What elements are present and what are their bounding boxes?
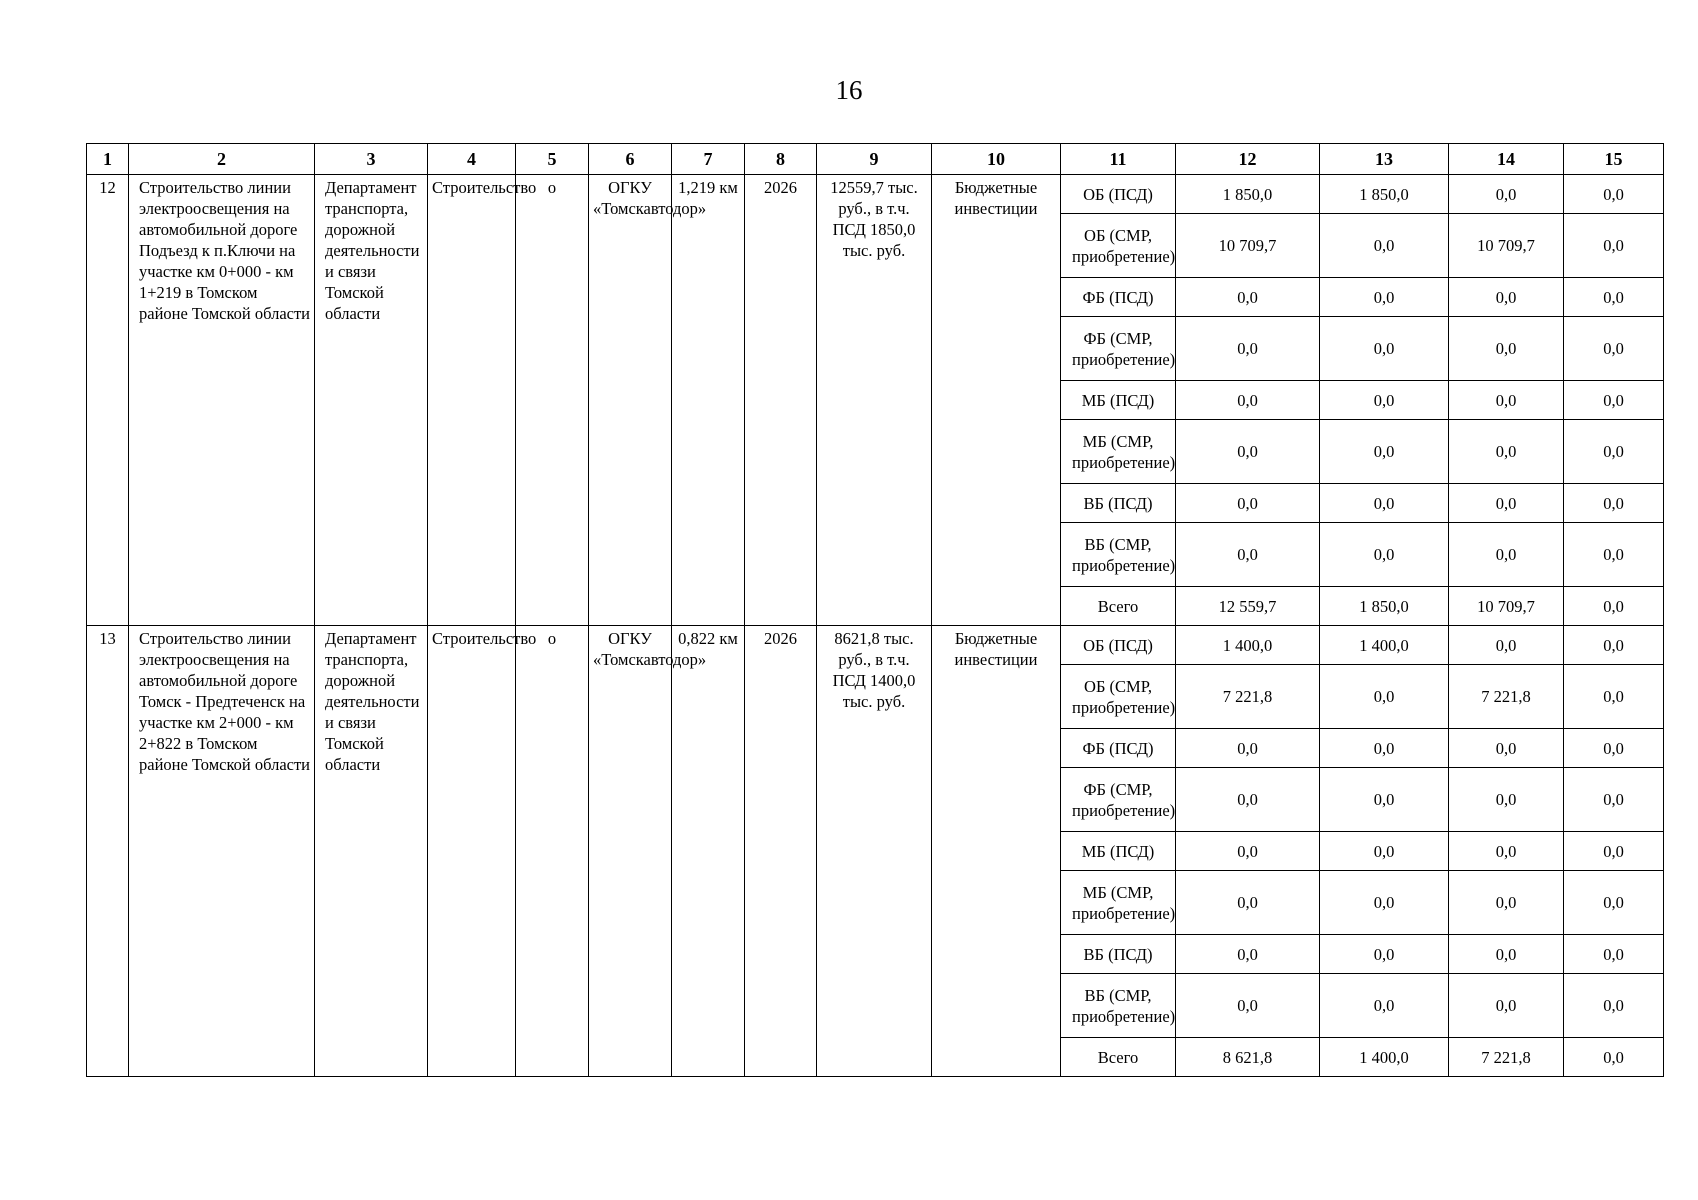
value-col-15 [1564, 278, 1664, 317]
funding-source [1061, 523, 1176, 587]
value-col-15-text: 0,0 [1603, 287, 1624, 307]
value-col-13-text: 1 400,0 [1359, 635, 1409, 655]
header-cell: 15 [1564, 144, 1664, 175]
value-col-14 [1449, 1038, 1564, 1077]
funding-source-text: ФБ (СМР, приобретение) [1072, 328, 1176, 369]
project-year: 2026 [745, 175, 817, 626]
value-col-13 [1320, 278, 1449, 317]
value-col-12 [1176, 935, 1320, 974]
value-col-15-text: 0,0 [1603, 184, 1624, 204]
value-col-12-text: 10 709,7 [1218, 236, 1277, 255]
funding-source [1061, 175, 1176, 214]
value-col-15 [1564, 214, 1664, 278]
value-col-12-text: 0,0 [1237, 442, 1258, 461]
value-col-14 [1449, 871, 1564, 935]
value-col-15-text: 0,0 [1603, 545, 1624, 564]
project-col5: о [516, 626, 589, 1077]
value-col-15 [1564, 587, 1664, 626]
value-col-15 [1564, 729, 1664, 768]
funding-source-text: МБ (СМР, приобретение) [1072, 431, 1176, 472]
funding-source-text: Всего [1097, 1047, 1139, 1067]
value-col-14 [1449, 974, 1564, 1038]
value-col-14-text: 10 709,7 [1477, 236, 1535, 255]
table-body [87, 175, 1664, 1077]
value-col-12 [1176, 1038, 1320, 1077]
funding-source-text: ОБ (СМР, приобретение) [1072, 676, 1176, 717]
funding-source [1061, 871, 1176, 935]
value-col-14 [1449, 484, 1564, 523]
value-col-13 [1320, 626, 1449, 665]
header-cell: 6 [589, 144, 672, 175]
header-cell: 4 [428, 144, 516, 175]
header-cell: 13 [1320, 144, 1449, 175]
value-col-13-text: 0,0 [1373, 790, 1395, 809]
value-col-12-text: 0,0 [1237, 996, 1258, 1015]
value-col-13-text: 0,0 [1373, 545, 1395, 564]
value-col-14 [1449, 587, 1564, 626]
project-capacity: 1,219 км [672, 175, 745, 626]
value-col-12 [1176, 729, 1320, 768]
value-col-12-text: 0,0 [1237, 738, 1258, 758]
header-cell: 1 [87, 144, 129, 175]
value-col-15-text: 0,0 [1603, 841, 1624, 861]
value-col-15-text: 0,0 [1603, 687, 1624, 706]
value-col-15 [1564, 768, 1664, 832]
value-col-12 [1176, 214, 1320, 278]
project-department: Департамент транспорта, дорожной деятельности и связи Томской области [315, 626, 428, 1077]
funding-source [1061, 974, 1176, 1038]
value-col-13 [1320, 729, 1449, 768]
funding-source-text: Всего [1097, 596, 1139, 616]
funding-source [1061, 420, 1176, 484]
funding-source-text: ВБ (ПСД) [1083, 944, 1153, 964]
value-col-15-text: 0,0 [1603, 339, 1624, 358]
value-col-15 [1564, 974, 1664, 1038]
value-col-15 [1564, 935, 1664, 974]
value-col-13 [1320, 871, 1449, 935]
value-col-12-text: 0,0 [1237, 545, 1258, 564]
value-col-14-text: 0,0 [1495, 635, 1517, 655]
value-col-12-text: 1 400,0 [1222, 635, 1273, 655]
funding-source-text: МБ (СМР, приобретение) [1072, 882, 1176, 923]
header-cell: 3 [315, 144, 428, 175]
value-col-15-text: 0,0 [1603, 442, 1624, 461]
value-col-12 [1176, 587, 1320, 626]
value-col-15-text: 0,0 [1603, 493, 1624, 513]
value-col-15 [1564, 1038, 1664, 1077]
value-col-13 [1320, 175, 1449, 214]
value-col-14-text: 0,0 [1495, 390, 1517, 410]
funding-source-text: ВБ (СМР, приобретение) [1072, 985, 1176, 1026]
value-col-13-text: 0,0 [1373, 687, 1395, 706]
value-col-13 [1320, 768, 1449, 832]
funding-source [1061, 317, 1176, 381]
value-col-12 [1176, 484, 1320, 523]
value-col-14 [1449, 523, 1564, 587]
value-col-14-text: 10 709,7 [1477, 596, 1535, 616]
value-col-13 [1320, 832, 1449, 871]
header-cell: 9 [817, 144, 932, 175]
value-col-14 [1449, 626, 1564, 665]
table-header [87, 144, 1664, 175]
value-col-15 [1564, 665, 1664, 729]
funding-source-text: ФБ (СМР, приобретение) [1072, 779, 1176, 820]
funding-source-text: МБ (ПСД) [1081, 841, 1155, 861]
value-col-13-text: 1 850,0 [1359, 184, 1409, 204]
value-col-12-text: 0,0 [1237, 790, 1258, 809]
funding-source [1061, 1038, 1176, 1077]
value-col-14-text: 0,0 [1495, 184, 1517, 204]
header-cell: 12 [1176, 144, 1320, 175]
value-col-14-text: 0,0 [1495, 996, 1517, 1015]
value-col-12 [1176, 974, 1320, 1038]
value-col-12 [1176, 871, 1320, 935]
value-col-14-text: 0,0 [1495, 841, 1517, 861]
value-col-14 [1449, 278, 1564, 317]
value-col-13 [1320, 381, 1449, 420]
funding-source [1061, 214, 1176, 278]
value-col-14 [1449, 381, 1564, 420]
value-col-12 [1176, 317, 1320, 381]
funding-source-text: ФБ (ПСД) [1082, 287, 1154, 307]
value-col-15 [1564, 317, 1664, 381]
value-col-14-text: 0,0 [1495, 339, 1517, 358]
value-col-14-text: 0,0 [1495, 442, 1517, 461]
funding-source [1061, 665, 1176, 729]
value-col-12-text: 1 850,0 [1222, 184, 1273, 204]
value-col-13-text: 0,0 [1373, 236, 1395, 255]
value-col-14-text: 7 221,8 [1481, 1047, 1531, 1067]
funding-source [1061, 484, 1176, 523]
value-col-13 [1320, 665, 1449, 729]
funding-source [1061, 278, 1176, 317]
value-col-12 [1176, 420, 1320, 484]
value-col-15-text: 0,0 [1603, 996, 1624, 1015]
project-col5: о [516, 175, 589, 626]
value-col-14 [1449, 317, 1564, 381]
value-col-15-text: 0,0 [1603, 944, 1624, 964]
value-col-14 [1449, 420, 1564, 484]
value-col-12-text: 8 621,8 [1222, 1047, 1273, 1067]
funding-source-text: ВБ (ПСД) [1083, 493, 1153, 513]
value-col-12-text: 7 221,8 [1222, 687, 1273, 706]
value-col-13-text: 0,0 [1373, 287, 1395, 307]
value-col-15 [1564, 626, 1664, 665]
funding-source-text: ВБ (СМР, приобретение) [1072, 534, 1176, 575]
value-col-13 [1320, 420, 1449, 484]
project-cost: 8621,8 тыс. руб., в т.ч. ПСД 1400,0 тыс. руб. [817, 626, 932, 1077]
header-cell: 7 [672, 144, 745, 175]
value-col-15-text: 0,0 [1603, 596, 1624, 616]
value-col-13-text: 0,0 [1373, 996, 1395, 1015]
value-col-15-text: 0,0 [1603, 635, 1624, 655]
table-row [87, 175, 1664, 214]
value-col-14 [1449, 175, 1564, 214]
value-col-14-text: 0,0 [1495, 545, 1517, 564]
value-col-13-text: 0,0 [1373, 738, 1395, 758]
value-col-15 [1564, 871, 1664, 935]
funding-source-text: ОБ (ПСД) [1083, 635, 1153, 655]
funding-source-text: МБ (ПСД) [1081, 390, 1155, 410]
funding-source-text: ФБ (ПСД) [1082, 738, 1154, 758]
value-col-14 [1449, 729, 1564, 768]
header-cell: 11 [1061, 144, 1176, 175]
value-col-12 [1176, 832, 1320, 871]
value-col-15 [1564, 523, 1664, 587]
page-number: 16 [835, 75, 863, 105]
value-col-15 [1564, 175, 1664, 214]
value-col-13 [1320, 317, 1449, 381]
value-col-14-text: 0,0 [1495, 738, 1517, 758]
project-department: Департамент транспорта, дорожной деятельности и связи Томской области [315, 175, 428, 626]
value-col-14-text: 0,0 [1495, 493, 1517, 513]
value-col-15-text: 0,0 [1603, 738, 1624, 758]
funding-source [1061, 729, 1176, 768]
header-cell: 8 [745, 144, 817, 175]
value-col-12-text: 0,0 [1237, 287, 1258, 307]
value-col-13-text: 0,0 [1373, 841, 1395, 861]
header-cell: 10 [932, 144, 1061, 175]
table-row [87, 626, 1664, 665]
value-col-14-text: 0,0 [1495, 790, 1517, 809]
value-col-14-text: 0,0 [1495, 287, 1517, 307]
value-col-13 [1320, 214, 1449, 278]
value-col-13 [1320, 484, 1449, 523]
funding-source-text: ОБ (ПСД) [1083, 184, 1153, 204]
value-col-13 [1320, 974, 1449, 1038]
value-col-13 [1320, 1038, 1449, 1077]
value-col-13 [1320, 587, 1449, 626]
value-col-13-text: 0,0 [1373, 390, 1395, 410]
header-cell: 14 [1449, 144, 1564, 175]
value-col-13-text: 0,0 [1373, 944, 1395, 964]
header-cell: 5 [516, 144, 589, 175]
value-col-12 [1176, 768, 1320, 832]
value-col-15-text: 0,0 [1603, 390, 1624, 410]
project-work-type: Строительство [428, 175, 516, 626]
funding-source [1061, 626, 1176, 665]
value-col-12 [1176, 175, 1320, 214]
value-col-14-text: 0,0 [1495, 944, 1517, 964]
project-name: Строительство линии электроосвещения на автомобильной дороге Подъезд к п.Ключи на участке км 0+000 - км 1+219 в Томском районе Томской области [129, 175, 315, 626]
value-col-12-text: 0,0 [1237, 493, 1258, 513]
value-col-15 [1564, 832, 1664, 871]
funding-source [1061, 935, 1176, 974]
investment-table [86, 143, 1664, 1077]
value-col-14 [1449, 768, 1564, 832]
value-col-13-text: 0,0 [1373, 493, 1395, 513]
value-col-12 [1176, 278, 1320, 317]
value-col-15-text: 0,0 [1603, 1047, 1624, 1067]
project-cost: 12559,7 тыс. руб., в т.ч. ПСД 1850,0 тыс. руб. [817, 175, 932, 626]
value-col-14 [1449, 665, 1564, 729]
project-investment-form: Бюджетные инвестиции [932, 175, 1061, 626]
funding-source [1061, 832, 1176, 871]
value-col-15-text: 0,0 [1603, 790, 1624, 809]
value-col-12 [1176, 626, 1320, 665]
project-investment-form: Бюджетные инвестиции [932, 626, 1061, 1077]
value-col-12-text: 0,0 [1237, 390, 1258, 410]
project-number: 12 [87, 175, 129, 626]
value-col-13-text: 1 400,0 [1359, 1047, 1409, 1067]
value-col-15 [1564, 381, 1664, 420]
funding-source [1061, 381, 1176, 420]
project-capacity: 0,822 км [672, 626, 745, 1077]
value-col-12 [1176, 523, 1320, 587]
project-customer: ОГКУ «Томскавтодор» [589, 175, 672, 626]
value-col-15-text: 0,0 [1603, 236, 1624, 255]
project-year: 2026 [745, 626, 817, 1077]
project-customer: ОГКУ «Томскавтодор» [589, 626, 672, 1077]
value-col-13 [1320, 523, 1449, 587]
funding-source [1061, 768, 1176, 832]
value-col-15 [1564, 420, 1664, 484]
value-col-12 [1176, 381, 1320, 420]
value-col-12-text: 0,0 [1237, 944, 1258, 964]
header-row [87, 144, 1664, 175]
project-name: Строительство линии электроосвещения на автомобильной дороге Томск - Предтеченск на участке км 2+000 - км 2+822 в Томском районе Томской области [129, 626, 315, 1077]
value-col-12-text: 12 559,7 [1218, 596, 1277, 616]
value-col-13-text: 0,0 [1373, 442, 1395, 461]
value-col-12-text: 0,0 [1237, 339, 1258, 358]
project-number: 13 [87, 626, 129, 1077]
value-col-15 [1564, 484, 1664, 523]
funding-source [1061, 587, 1176, 626]
value-col-12 [1176, 665, 1320, 729]
project-work-type: Строительство [428, 626, 516, 1077]
value-col-14 [1449, 832, 1564, 871]
value-col-13 [1320, 935, 1449, 974]
header-cell: 2 [129, 144, 315, 175]
value-col-12-text: 0,0 [1237, 841, 1258, 861]
value-col-13-text: 0,0 [1373, 339, 1395, 358]
value-col-14-text: 0,0 [1495, 893, 1517, 912]
funding-source-text: ОБ (СМР, приобретение) [1072, 225, 1176, 266]
value-col-13-text: 0,0 [1373, 893, 1395, 912]
value-col-14 [1449, 935, 1564, 974]
value-col-14-text: 7 221,8 [1481, 687, 1531, 706]
value-col-14 [1449, 214, 1564, 278]
value-col-15-text: 0,0 [1603, 893, 1624, 912]
value-col-12-text: 0,0 [1237, 893, 1258, 912]
value-col-13-text: 1 850,0 [1359, 596, 1409, 616]
